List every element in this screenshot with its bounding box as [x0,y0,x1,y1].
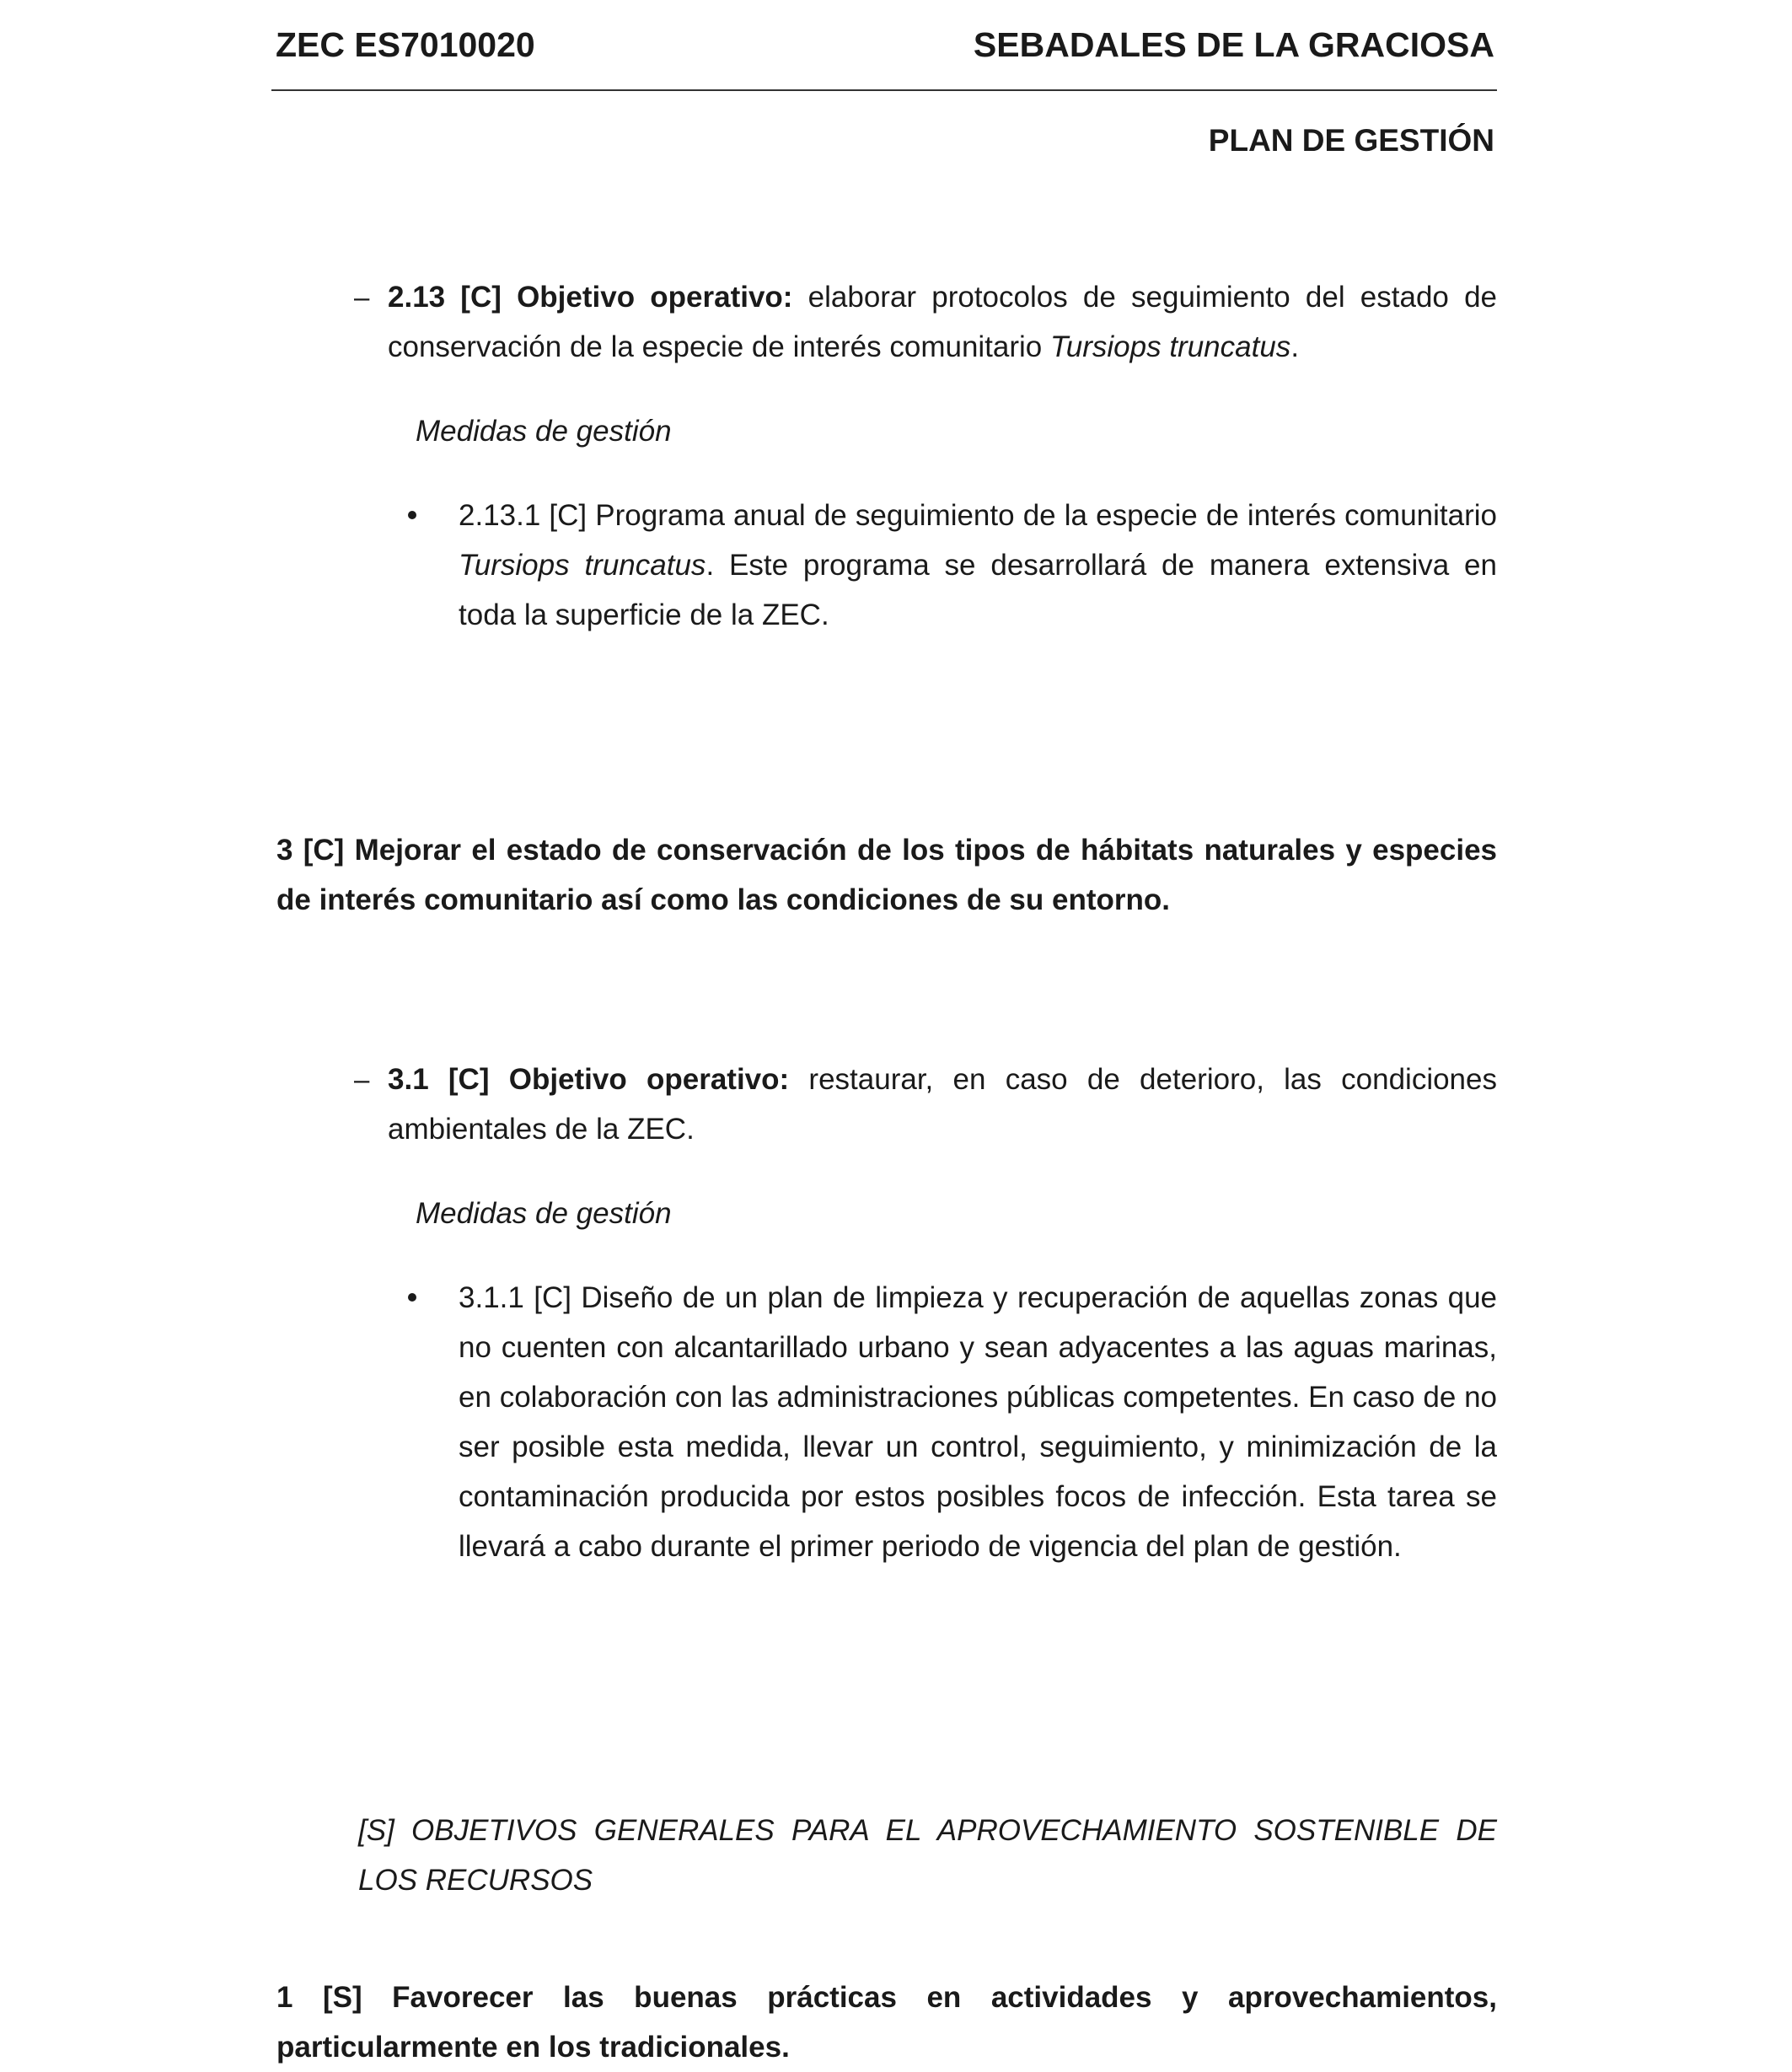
measure-2-13-1-text-end: . Este programa se desarrollará de manera extensiva en toda la superficie de la ZEC. [459,549,1497,631]
measures-label-1: Medidas de gestión [416,415,672,448]
objective-3-1 [388,1055,1497,1154]
bullet-3-1-1 [408,1293,416,1302]
measure-2-13-1-species: Tursiops truncatus [459,549,706,582]
measure-3-1-1: 3.1.1 [C] Diseño de un plan de limpieza y recuperación de aquellas zonas que no cuenten con alcantarillado urbano y sean adyacentes a las aguas marinas, en colaboración con las administraciones públicas competentes. En caso de no ser posible esta medida, llevar un control, seguimiento, y minimización de la contaminación producida por estos posibles focos de infección. Esta tarea se llevará a cabo durante el primer periodo de vigencia del plan de gestión. [459,1281,1497,1563]
goal-3-heading: 3 [C] Mejorar el estado de conservación de los tipos de hábitats naturales y especies de interés comunitario así como las condiciones de su entorno. [276,834,1497,916]
objective-2-13-species: Tursiops truncatus [1050,330,1291,363]
measure-2-13-1 [459,491,1497,640]
objective-2-13-number: 2.13 [C] Objetivo operativo: [388,281,793,314]
measures-label-2: Medidas de gestión [416,1197,672,1230]
measure-2-13-1-text: 2.13.1 [C] Programa anual de seguimiento de la especie de interés comunitario [459,499,1497,532]
header-site-name: SEBADALES DE LA GRACIOSA [973,25,1494,64]
objective-2-13 [388,272,1497,372]
objective-3-1-dash: – [354,1064,370,1095]
objective-3-1-number: 3.1 [C] Objetivo operativo: [388,1063,790,1096]
header-divider [271,89,1497,91]
goal-1-s-heading: 1 [S] Favorecer las buenas prácticas en actividades y aprovechamientos, particularmente en los tradicionales. [276,1981,1497,2064]
objective-2-13-text-end: . [1290,330,1300,363]
plan-title: PLAN DE GESTIÓN [1208,123,1494,158]
bullet-2-13-1 [408,511,416,519]
objective-3-1-text: restaurar, en caso de deterioro, las condiciones ambientales de la ZEC. [388,1063,1497,1146]
objective-2-13-text: elaborar protocolos de seguimiento del estado de conservación de la especie de interés comunitario [388,281,1498,363]
objective-2-13-dash: – [354,282,370,313]
section-s-heading: [S] OBJETIVOS GENERALES PARA EL APROVECHAMIENTO SOSTENIBLE DE LOS RECURSOS [358,1814,1497,1897]
header-zec-code: ZEC ES7010020 [276,25,535,64]
